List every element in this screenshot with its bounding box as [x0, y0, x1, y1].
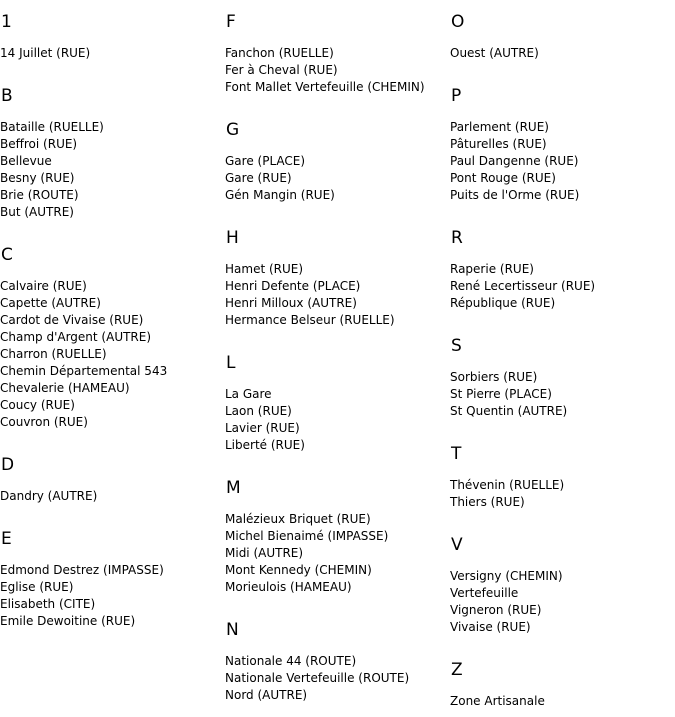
street-list-item[interactable]: Font Mallet Vertefeuille (CHEMIN): [225, 80, 425, 94]
street-list-item[interactable]: Pont Rouge (RUE): [450, 171, 556, 185]
street-list-item[interactable]: Malézieux Briquet (RUE): [225, 512, 371, 526]
street-list-item[interactable]: Brie (ROUTE): [0, 188, 79, 202]
street-list-item[interactable]: Raperie (RUE): [450, 262, 534, 276]
section-letter-heading: Z: [451, 660, 463, 680]
street-list-item[interactable]: 14 Juillet (RUE): [0, 46, 91, 60]
street-list-item[interactable]: Pâturelles (RUE): [450, 137, 547, 151]
section-letter-heading: G: [226, 120, 240, 140]
section-letter-heading: H: [226, 228, 239, 248]
street-list: [450, 261, 595, 312]
street-list-item[interactable]: Beffroi (RUE): [0, 137, 78, 151]
section-letter-heading: V: [451, 535, 463, 555]
section-letter-heading: M: [226, 478, 241, 498]
section-letter-heading: S: [451, 336, 462, 356]
section-letter-heading: D: [1, 455, 15, 475]
section-letter-heading: T: [451, 444, 462, 464]
street-list-item[interactable]: Emile Dewoitine (RUE): [0, 614, 136, 628]
street-list-item[interactable]: Lavier (RUE): [225, 421, 300, 435]
street-list-item[interactable]: Bataille (RUELLE): [0, 120, 104, 134]
street-list-item[interactable]: Nord (AUTRE): [225, 688, 308, 702]
street-list: [450, 45, 539, 62]
street-list: [450, 369, 567, 420]
street-list-item[interactable]: Henri Milloux (AUTRE): [225, 296, 357, 310]
street-list: [0, 45, 90, 62]
street-list: [225, 45, 425, 96]
street-list-item[interactable]: Liberté (RUE): [225, 438, 305, 452]
street-list-item[interactable]: Mont Kennedy (CHEMIN): [225, 563, 372, 577]
street-list-item[interactable]: Chemin Départemental 543: [0, 364, 168, 378]
street-list-item[interactable]: Parlement (RUE): [450, 120, 549, 134]
street-list-item[interactable]: Morieulois (HAMEAU): [225, 580, 352, 594]
street-list-item[interactable]: Vigneron (RUE): [450, 603, 542, 617]
street-list-item[interactable]: Ouest (AUTRE): [450, 46, 539, 60]
street-list-item[interactable]: Thiers (RUE): [450, 495, 525, 509]
street-list-item[interactable]: Calvaire (RUE): [0, 279, 87, 293]
section-letter-heading: B: [1, 86, 13, 106]
section-letter-heading: E: [1, 529, 12, 549]
street-list-item[interactable]: Vertefeuille: [450, 586, 519, 600]
street-list-item[interactable]: Chevalerie (HAMEAU): [0, 381, 130, 395]
street-list-item[interactable]: Henri Defente (PLACE): [225, 279, 361, 293]
street-list: [450, 693, 545, 710]
street-list-item[interactable]: Dandry (AUTRE): [0, 489, 98, 503]
street-list-item[interactable]: Gare (PLACE): [225, 154, 306, 168]
section-letter-heading: C: [1, 245, 13, 265]
street-list-item[interactable]: Paul Dangenne (RUE): [450, 154, 579, 168]
street-list-item[interactable]: St Pierre (PLACE): [450, 387, 552, 401]
street-list-item[interactable]: La Gare: [225, 387, 272, 401]
street-list-item[interactable]: Nationale Vertefeuille (ROUTE): [225, 671, 410, 685]
street-list-item[interactable]: Gén Mangin (RUE): [225, 188, 335, 202]
street-list: [225, 261, 395, 329]
street-list-item[interactable]: But (AUTRE): [0, 205, 74, 219]
street-list: [225, 511, 388, 596]
section-letter-heading: R: [451, 228, 463, 248]
street-list-item[interactable]: Bellevue: [0, 154, 52, 168]
street-list: [450, 477, 564, 511]
section-letter-heading: P: [451, 86, 462, 106]
street-list: [450, 119, 579, 204]
street-list-item[interactable]: Charron (RUELLE): [0, 347, 107, 361]
street-list-item[interactable]: Zone Artisanale: [450, 694, 545, 708]
street-list-item[interactable]: Hermance Belseur (RUELLE): [225, 313, 395, 327]
street-list: [225, 153, 335, 204]
street-list-item[interactable]: Nationale 44 (ROUTE): [225, 654, 357, 668]
street-list: [0, 119, 104, 221]
street-list-item[interactable]: Gare (RUE): [225, 171, 292, 185]
street-list-item[interactable]: Eglise (RUE): [0, 580, 74, 594]
street-list-item[interactable]: Michel Bienaimé (IMPASSE): [225, 529, 389, 543]
street-list: [0, 488, 97, 505]
street-list-item[interactable]: Hamet (RUE): [225, 262, 304, 276]
street-list-item[interactable]: Capette (AUTRE): [0, 296, 101, 310]
street-list-item[interactable]: Couvron (RUE): [0, 415, 88, 429]
street-list-item[interactable]: Elisabeth (CITE): [0, 597, 96, 611]
street-list-item[interactable]: René Lecertisseur (RUE): [450, 279, 596, 293]
street-list-item[interactable]: St Quentin (AUTRE): [450, 404, 568, 418]
street-list-item[interactable]: Vivaise (RUE): [450, 620, 531, 634]
street-list: [225, 386, 305, 454]
section-letter-heading: N: [226, 620, 239, 640]
street-list-item[interactable]: Sorbiers (RUE): [450, 370, 538, 384]
section-letter-heading: L: [226, 353, 236, 373]
street-list-item[interactable]: Edmond Destrez (IMPASSE): [0, 563, 164, 577]
street-list-item[interactable]: Fanchon (RUELLE): [225, 46, 334, 60]
street-list-item[interactable]: Coucy (RUE): [0, 398, 75, 412]
section-letter-heading: F: [226, 12, 236, 32]
street-list: [450, 568, 563, 636]
street-list-item[interactable]: République (RUE): [450, 296, 556, 310]
street-list: [225, 653, 409, 704]
street-list-item[interactable]: Besny (RUE): [0, 171, 75, 185]
street-list-item[interactable]: Versigny (CHEMIN): [450, 569, 563, 583]
street-list-item[interactable]: Thévenin (RUELLE): [450, 478, 565, 492]
street-list: [0, 278, 167, 431]
section-letter-heading: 1: [1, 12, 12, 32]
street-list-item[interactable]: Fer à Cheval (RUE): [225, 63, 338, 77]
street-list-item[interactable]: Laon (RUE): [225, 404, 292, 418]
street-list-item[interactable]: Champ d'Argent (AUTRE): [0, 330, 152, 344]
street-list-item[interactable]: Midi (AUTRE): [225, 546, 304, 560]
street-list-item[interactable]: Puits de l'Orme (RUE): [450, 188, 580, 202]
section-letter-heading: O: [451, 12, 465, 32]
street-list: [0, 562, 164, 630]
street-list-item[interactable]: Cardot de Vivaise (RUE): [0, 313, 144, 327]
